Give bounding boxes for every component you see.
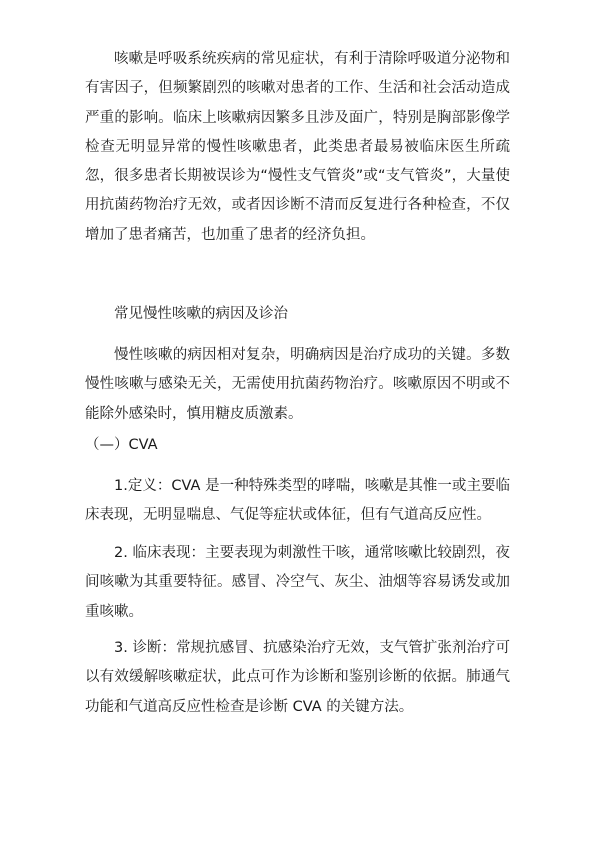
section-title: 常见慢性咳嗽的病因及诊治 bbox=[114, 306, 288, 322]
section-intro-paragraph: 慢性咳嗽的病因相对复杂，明确病因是治疗成功的关键。多数慢性咳嗽与感染无关，无需使用抗菌药物治疗。咳嗽原因不明或不能除外感染时，慎用糖皮质激素。 bbox=[85, 347, 510, 422]
item-definition: 1.定义：CVA 是一种特殊类型的哮喘，咳嗽是其惟一或主要临床表现，无明显喘息、气促等症状或体征，但有气道高反应性。 bbox=[85, 478, 510, 524]
item-clinical-presentation: 2. 临床表现：主要表现为刺激性干咳，通常咳嗽比较剧烈，夜间咳嗽为其重要特征。感冒、冷空气、灰尘、油烟等容易诱发或加重咳嗽。 bbox=[85, 545, 510, 620]
subsection-title: （—）CVA bbox=[85, 437, 158, 453]
intro-paragraph: 咳嗽是呼吸系统疾病的常见症状，有利于清除呼吸道分泌物和有害因子，但频繁剧烈的咳嗽对患者的工作、生活和社会活动造成严重的影响。临床上咳嗽病因繁多且涉及面广，特别是胸部影像学检查无明显异常的慢性咳嗽患者，此类患者最易被临床医生所疏忽，很多患者长期被误诊为“慢性支气管炎”或“支气管炎”，大量使用抗菌药物治疗无效，或者因诊断不清而反复进行各种检查，不仅增加了患者痛苦，也加重了患者的经济负担。 bbox=[85, 51, 510, 243]
item-diagnosis: 3. 诊断：常规抗感冒、抗感染治疗无效，支气管扩张剂治疗可以有效缓解咳嗽症状，此点可作为诊断和鉴别诊断的依据。肺通气功能和气道高反应性检查是诊断 CVA 的关键方法。 bbox=[85, 640, 510, 715]
